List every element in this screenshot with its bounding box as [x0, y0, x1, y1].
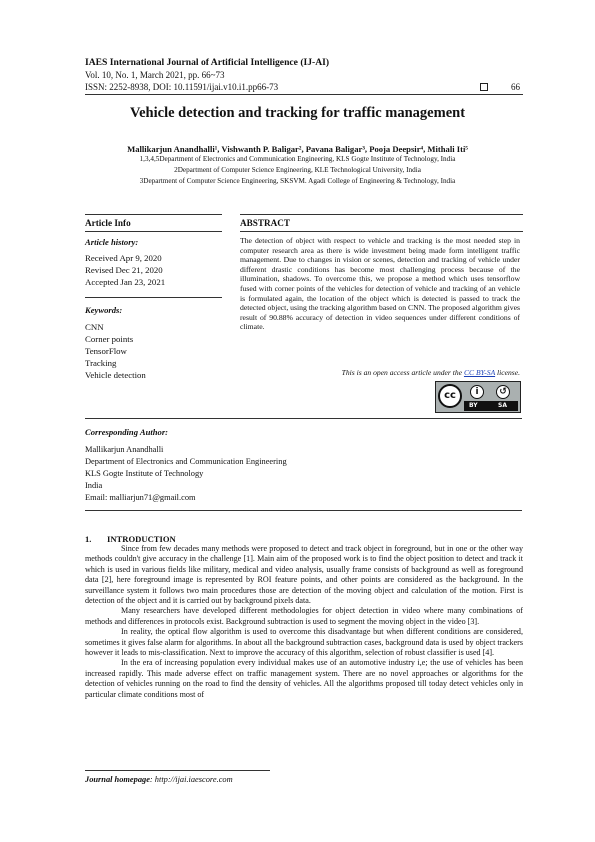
badge-by-label: BY — [469, 402, 478, 409]
paragraph: Since from few decades many methods were proposed to detect and track object in foreground, but in one or the other way methods couldn't give accuracy in the challenge [1]. Main aim of the proposed work is to find the object position to detect and track it which is used in various fields like military, medical and video analysis, usually frame consists of background as well as foreground data [2], here foreground image is represented by ROI feature points, and other points are considered as the background. In the surveillance system it follows two main procedures those are detection of the moving object and calculation of the motion. First is detection of the object and it is carried out by background pixels data. — [85, 544, 523, 606]
keyword-item: Tracking — [85, 358, 117, 368]
page-number: 66 — [511, 82, 520, 92]
affiliation-1: 1,3,4,5Department of Electronics and Communication Engineering, KLS Gogte Institute of Technology, India — [139, 155, 456, 163]
author-department: Department of Electronics and Communication Engineering — [85, 457, 287, 466]
paragraph: In reality, the optical flow algorithm is used to overcome this disadvantage but when different conditions are considered, sometimes it gives false alarm for algorithms. In about all the background subtraction cases, background data is used by object trackers however it leads to mis-classification. Next to improve the accuracy of this algorithm, selection of robust classifier is used [4]. — [85, 627, 523, 658]
abstract-top-rule — [240, 214, 523, 215]
keywords-top-rule — [85, 297, 222, 298]
article-info-mid-rule — [85, 231, 222, 232]
footer-rule — [85, 770, 270, 771]
keyword-item: Corner points — [85, 334, 134, 344]
keyword-item: Vehicle detection — [85, 370, 146, 380]
corresponding-bottom-rule — [85, 510, 522, 511]
keyword-item: CNN — [85, 322, 104, 332]
keyword-item: TensorFlow — [85, 346, 127, 356]
article-info-top-rule — [85, 214, 222, 215]
license-statement — [240, 368, 520, 377]
article-info-heading: Article Info — [85, 218, 131, 228]
cc-by-sa-badge[interactable] — [435, 381, 521, 413]
square-bullet-icon — [480, 83, 488, 91]
header-rule — [85, 94, 523, 95]
license-prefix: This is an open access article under the — [341, 368, 464, 377]
abstract-heading: ABSTRACT — [240, 218, 291, 228]
affiliation-3: 3Department of Computer Science Engineering, SKSVM. Agadi College of Engineering & Technology, India — [139, 177, 456, 185]
affiliation-2: 2Department of Computer Science Engineering, KLE Technological University, India — [174, 166, 421, 174]
received-date: Received Apr 9, 2020 — [85, 253, 162, 263]
author-institute: KLS Gogte Institute of Technology — [85, 469, 204, 478]
introduction-body — [85, 544, 523, 700]
accepted-date: Accepted Jan 23, 2021 — [85, 277, 166, 287]
cc-icon: cc — [438, 384, 462, 408]
footer-label: Journal homepage — [85, 775, 150, 784]
license-link[interactable]: CC BY-SA — [463, 368, 496, 377]
article-history-heading: Article history: — [85, 237, 139, 247]
abstract-bottom-rule — [85, 418, 522, 419]
issn-doi: ISSN: 2252-8938, DOI: 10.11591/ijai.v10.i1.pp66-73 — [85, 82, 279, 92]
section-number: 1. — [85, 534, 92, 544]
footer-url[interactable]: : http://ijai.iaescore.com — [149, 775, 233, 784]
section-heading-introduction — [85, 534, 176, 544]
attribution-icon: i — [470, 385, 484, 399]
badge-sa-label: SA — [498, 402, 507, 409]
paragraph: In the era of increasing population every individual makes use of an automotive industry i,e; the use of vehicles has been increased rapidly. This made adverse effect on traffic management system. There are no novel approaches or algorithms for the detection of vehicles running on the road to find the density of vehicles. All the algorithms proposed till today detect vehicles only in particular climate conditions most of — [85, 658, 523, 699]
revised-date: Revised Dec 21, 2020 — [85, 265, 163, 275]
author-email: Email: malliarjun71@gmail.com — [85, 493, 196, 502]
volume-info: Vol. 10, No. 1, March 2021, pp. 66~73 — [85, 70, 225, 80]
author-list: Mallikarjun Anandhalli¹, Vishwanth P. Baligar², Pavana Baligar³, Pooja Deepsir⁴, Mithali Iti⁵ — [127, 144, 468, 154]
abstract-text: The detection of object with respect to vehicle and tracking is the most needed step in computer research area as there is wide investment being made form intelligent traffic management. Due to changes in vision or scenes, detection and tracking of vehicle under different drastic conditions has become most challenging process because of the illumination, shadows. To overcome this, we propose a method which uses tensorflow fused with corner points of the vehicles for detection of vehicle and tracking of an vehicle is formulated again, the location of the object which is detected is passed to track the detected object, using the tracking algorithm based on CNN. The proposed algorithm gives result of 90.88% accuracy of detection in video sequences under different conditions of climate. — [240, 236, 520, 332]
paper-title: Vehicle detection and tracking for traffic management — [129, 105, 466, 121]
author-country: India — [85, 481, 103, 490]
journal-name: IAES International Journal of Artificial Intelligence (IJ-AI) — [85, 57, 330, 68]
corresponding-author-heading: Corresponding Author: — [85, 427, 169, 437]
license-suffix: license. — [495, 368, 520, 377]
section-title: INTRODUCTION — [107, 534, 176, 544]
keywords-heading: Keywords: — [85, 305, 123, 315]
author-name: Mallikarjun Anandhalli — [85, 445, 164, 454]
journal-homepage — [85, 775, 233, 784]
abstract-mid-rule — [240, 231, 523, 232]
share-alike-icon: ↺ — [496, 385, 510, 399]
paragraph: Many researchers have developed different methodologies for object detection in video where many combinations of methods and differences in protocols exist. Background subtraction is used to segment the moving object in the video [3]. — [85, 606, 523, 626]
